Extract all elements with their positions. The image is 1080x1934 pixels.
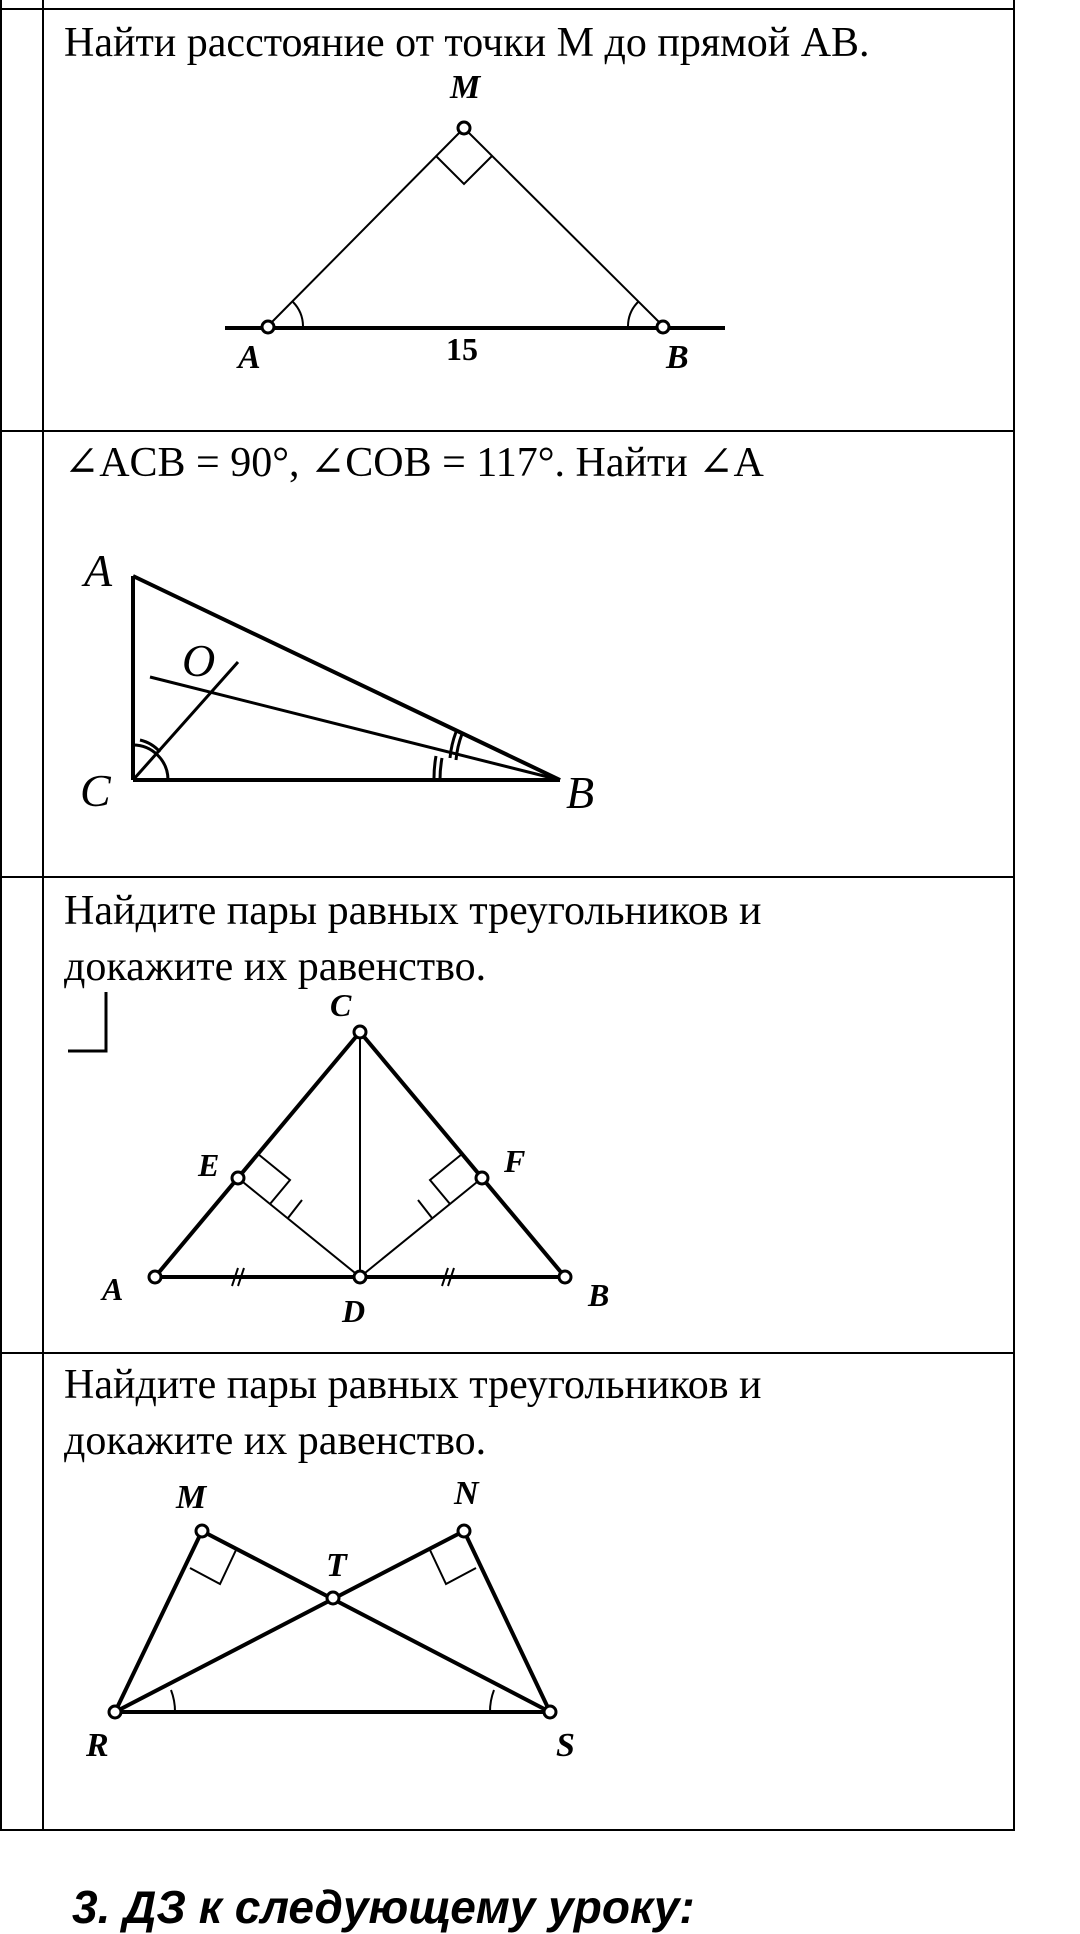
fig4-point-m xyxy=(196,1525,208,1537)
fig1-point-m xyxy=(458,122,470,134)
task-1-text: Найти расстояние от точки М до прямой АВ. xyxy=(64,20,870,66)
fig3-corner-mark xyxy=(68,992,106,1051)
fig1-side-mb xyxy=(464,128,663,326)
fig3-tick-ed xyxy=(288,1200,302,1218)
fig3-label-c: C xyxy=(330,987,352,1023)
fig1-point-b xyxy=(657,321,669,333)
fig4-label-m: M xyxy=(176,1479,207,1516)
fig1-side-am xyxy=(268,128,464,326)
fig3-point-b xyxy=(559,1271,571,1283)
fig2-label-o: O xyxy=(182,635,216,686)
fig3-right-angle-e xyxy=(258,1154,290,1204)
figure-1-triangle-amb xyxy=(225,122,725,333)
fig1-label-m: M xyxy=(450,69,481,106)
fig4-label-t: T xyxy=(326,1547,347,1584)
fig3-label-b: B xyxy=(588,1277,610,1313)
fig1-angle-arc-b xyxy=(628,302,638,326)
fig2-label-c: C xyxy=(80,765,111,816)
fig1-point-a xyxy=(262,321,274,333)
fig4-label-s: S xyxy=(556,1727,575,1764)
fig4-side-rn xyxy=(115,1531,464,1712)
fig1-label-a: A xyxy=(238,339,261,376)
fig3-point-a xyxy=(149,1271,161,1283)
fig3-label-e: E xyxy=(198,1147,220,1183)
fig3-point-e xyxy=(232,1172,244,1184)
task-2-text: ∠ACB = 90°, ∠COB = 117°. Найти ∠A xyxy=(64,440,764,486)
fig4-point-s xyxy=(544,1706,556,1718)
fig2-label-b: B xyxy=(566,767,595,818)
fig2-label-a: A xyxy=(84,545,113,596)
fig3-side-ac xyxy=(155,1032,360,1277)
fig1-label-b: B xyxy=(666,339,689,376)
fig3-label-a: A xyxy=(102,1271,124,1307)
fig1-angle-arc-a xyxy=(293,302,303,326)
fig3-label-d: D xyxy=(342,1293,366,1329)
fig4-label-n: N xyxy=(454,1475,479,1512)
figure-3-triangle-acb xyxy=(68,992,571,1286)
fig3-segment-fd xyxy=(360,1178,482,1277)
fig4-point-t xyxy=(327,1592,339,1604)
fig4-side-ns xyxy=(464,1531,550,1712)
task-3-text-line2: докажите их равенство. xyxy=(64,944,487,990)
fig4-side-ms xyxy=(202,1531,550,1712)
fig4-right-angle-n xyxy=(430,1550,476,1584)
fig3-point-d xyxy=(354,1271,366,1283)
task-4-text-line2: докажите их равенство. xyxy=(64,1418,487,1464)
fig2-angle-arc-b4 xyxy=(440,758,442,780)
fig4-label-r: R xyxy=(86,1727,109,1764)
fig1-right-angle-mark xyxy=(436,156,492,184)
fig4-point-r xyxy=(109,1706,121,1718)
fig3-point-c xyxy=(354,1026,366,1038)
fig3-tick-fd xyxy=(418,1200,432,1218)
fig4-side-rm xyxy=(115,1531,202,1712)
fig4-right-angle-m xyxy=(190,1550,236,1584)
task-4-text-line1: Найдите пары равных треугольников и xyxy=(64,1362,762,1408)
fig4-angle-arc-s xyxy=(490,1690,494,1712)
fig3-segment-ed xyxy=(238,1178,360,1277)
fig2-angle-arc-b3 xyxy=(434,756,436,780)
task-3-text-line1: Найдите пары равных треугольников и xyxy=(64,888,762,934)
fig4-angle-arc-r xyxy=(171,1690,175,1712)
fig3-label-f: F xyxy=(504,1143,526,1179)
fig3-right-angle-f xyxy=(430,1154,462,1204)
fig4-point-n xyxy=(458,1525,470,1537)
fig1-label-length: 15 xyxy=(446,331,478,367)
fig3-point-f xyxy=(476,1172,488,1184)
fig3-side-cb xyxy=(360,1032,565,1277)
homework-heading: 3. ДЗ к следующему уроку: xyxy=(72,1881,695,1933)
